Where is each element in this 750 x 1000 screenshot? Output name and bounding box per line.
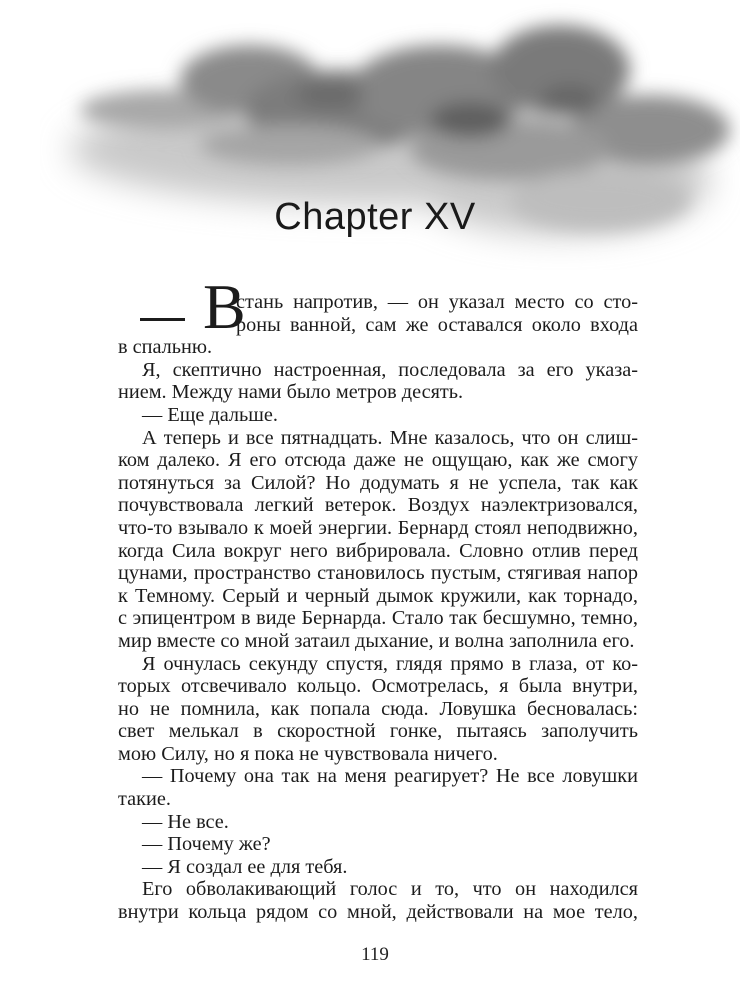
text-line: Его обволакивающий голос и то, что он находился	[142, 878, 638, 901]
text-line: — Еще дальше.	[142, 403, 278, 426]
text-line: внутри кольца рядом со мной, действовали на мое тело,	[118, 901, 638, 924]
drop-cap-dash	[140, 318, 185, 321]
text-line: — Почему же?	[142, 833, 271, 856]
text-line: в спальню.	[118, 336, 213, 359]
text-line: ком далеко. Я его отсюда даже не ощущаю, как же смогу	[118, 449, 638, 472]
chapter-title: Chapter XV	[274, 196, 476, 238]
text-line: торых отсвечивало кольцо. Осмотрелась, я была внутри,	[118, 675, 638, 698]
text-line: стань напротив, — он указал место со сто-	[236, 291, 638, 313]
text-line: что-то взывало к моей энергии. Бернард стоял неподвижно,	[118, 516, 638, 539]
text-line: цунами, пространство становилось пустым, стягивая напор	[118, 562, 638, 585]
drop-cap-letter: В	[203, 271, 246, 342]
text-line: к Темному. Серый и черный дымок кружили, как торнадо,	[118, 584, 638, 607]
text-line: такие.	[118, 788, 171, 811]
text-line: мир вместе со мной затаил дыхание, и волна заполнила его.	[118, 629, 635, 652]
text-line: когда Сила вокруг него вибрировала. Словно отлив перед	[118, 539, 638, 562]
text-line: почувствовала легкий ветерок. Воздух наэлектризовался,	[118, 494, 638, 517]
text-line: Я, скептично настроенная, последовала за его указа-	[142, 358, 638, 381]
text-line: — Не все.	[142, 810, 229, 833]
text-line: нием. Между нами было метров десять.	[118, 381, 464, 404]
text-line: Я очнулась секунду спустя, глядя прямо в глаза, от ко-	[142, 652, 638, 675]
text-line: мою Силу, но я пока не чувствовала ничего.	[118, 742, 498, 765]
text-line: А теперь и все пятнадцать. Мне казалось, что он слиш-	[142, 426, 638, 449]
text-line: роны ванной, сам же оставался около входа	[236, 313, 638, 336]
text-line: но не помнила, как попала сюда. Ловушка бесновалась:	[118, 697, 638, 720]
body-text	[118, 271, 638, 924]
text-line: свет мелькал в скоростной гонке, пытаясь заполучить	[118, 720, 638, 743]
text-line: — Почему она так на меня реагирует? Не все ловушки	[142, 765, 638, 788]
text-line: потянуться за Силой? Но додумать я не успела, так как	[118, 471, 638, 494]
text-line: с эпицентром в виде Бернарда. Стало так бесшумно, темно,	[118, 607, 638, 630]
text-line: — Я создал ее для тебя.	[142, 855, 348, 878]
page-number: 119	[361, 944, 389, 965]
